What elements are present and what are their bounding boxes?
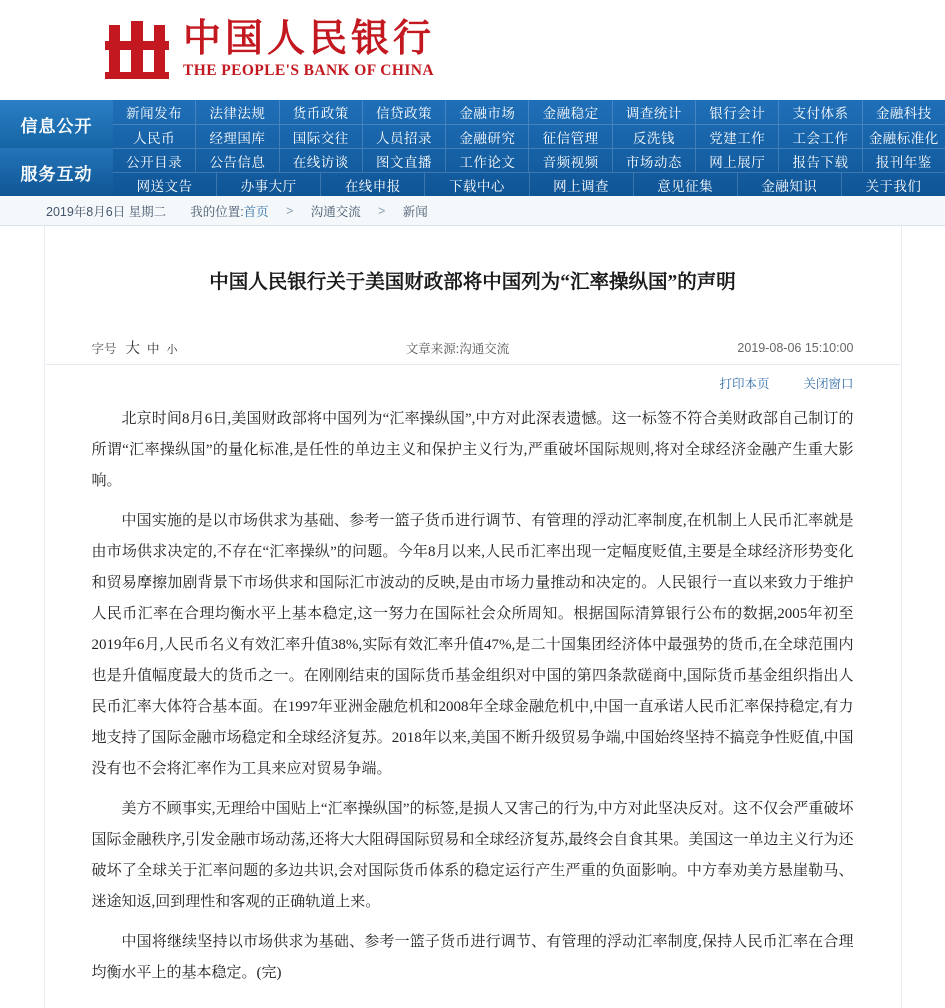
- page-title: 中国人民银行关于美国财政部将中国列为“汇率操纵国”的声明: [209, 272, 736, 293]
- nav-item-rmb[interactable]: 人民币: [133, 130, 176, 146]
- font-size-controls: [92, 337, 178, 358]
- nav-item-audio-video[interactable]: 音频视频: [528, 149, 611, 172]
- font-size-large-button[interactable]: 大: [125, 341, 141, 358]
- font-size-label: 字号: [91, 342, 117, 357]
- current-date: 2019年8月6日 星期二: [46, 204, 167, 219]
- breadcrumb-home-link[interactable]: 首页: [243, 204, 269, 219]
- nav-row: [113, 148, 945, 172]
- article-source: 文章来源:沟通交流: [405, 341, 510, 356]
- main-navigation: [0, 100, 945, 196]
- font-size-small-button[interactable]: 小: [166, 344, 178, 357]
- nav-item-financial-stability[interactable]: 金融稳定: [528, 100, 611, 124]
- close-window-button[interactable]: 关闭窗口: [803, 377, 854, 392]
- nav-item-fintech[interactable]: 金融科技: [862, 100, 945, 124]
- nav-item-anti-money-laundering[interactable]: 反洗钱: [612, 125, 695, 148]
- nav-item-download-center[interactable]: 下载中心: [424, 173, 528, 196]
- article-meta: [46, 331, 900, 365]
- nav-category-info-disclosure[interactable]: 信息公开: [0, 100, 113, 148]
- nav-item-service-hall[interactable]: 办事大厅: [216, 173, 320, 196]
- nav-row: [113, 124, 945, 148]
- nav-item-treasury-management[interactable]: 经理国库: [195, 125, 278, 148]
- site-logo-text: [183, 17, 436, 81]
- article-container: [44, 226, 902, 1008]
- nav-item-about-us[interactable]: 关于我们: [841, 173, 945, 196]
- nav-item-financial-market[interactable]: 金融市场: [445, 100, 528, 124]
- nav-item-recruitment[interactable]: 人员招录: [362, 125, 445, 148]
- nav-item-credit-policy[interactable]: 信贷政策: [362, 100, 445, 124]
- nav-item-market-dynamics[interactable]: 市场动态: [612, 149, 695, 172]
- nav-item-announcements[interactable]: 公告信息: [195, 149, 278, 172]
- nav-category-service-interaction[interactable]: 服务互动: [0, 148, 113, 196]
- article-tools: [46, 365, 900, 392]
- nav-item-opinion-collection[interactable]: 意见征集: [633, 173, 737, 196]
- nav-row: [113, 172, 945, 196]
- nav-item-laws-regulations[interactable]: 法律法规: [195, 100, 278, 124]
- nav-item-news-release[interactable]: 新闻发布: [126, 106, 183, 121]
- nav-item-party-building[interactable]: 党建工作: [695, 125, 778, 148]
- nav-item-financial-knowledge[interactable]: 金融知识: [737, 173, 841, 196]
- article-paragraph: 美方不顾事实,无理给中国贴上“汇率操纵国”的标签,是损人又害己的行为,中方对此坚决反对。这不仅会严重破坏国际金融秩序,引发金融市场动荡,还将大大阻碍国际贸易和全球经济复苏,最终会自食其果。美国这一单边主义行为还破坏了全球关于汇率问题的多边共识,会对国际货币体系的稳定运行产生严重的负面影响。中方奉劝美方悬崖勒马、迷途知返,回到理性和客观的正确轨道上来。: [91, 801, 854, 911]
- article-paragraph: 中国将继续坚持以市场供求为基础、参考一篮子货币进行调节、有管理的浮动汇率制度,保持人民币汇率在合理均衡水平上的基本稳定。(完): [91, 934, 854, 982]
- breadcrumb-separator-icon: >: [378, 203, 386, 218]
- article-paragraph: 北京时间8月6日,美国财政部将中国列为“汇率操纵国”,中方对此深表遗憾。这一标签不符合美财政部自己制订的所谓“汇率操纵国”的量化标准,是任性的单边主义和保护主义行为,严重破坏国际规则,将对全球经济金融产生重大影响。: [91, 411, 854, 490]
- breadcrumb-separator-icon: >: [286, 203, 294, 218]
- nav-item-document-delivery[interactable]: 网送文告: [136, 178, 193, 194]
- article-paragraph: 中国实施的是以市场供求为基础、参考一篮子货币进行调节、有管理的浮动汇率制度,在机制上人民币汇率就是由市场供求决定的,不存在“汇率操纵”的问题。今年8月以来,人民币汇率出现一定幅度贬值,主要是全球经济形势变化和贸易摩擦加剧背景下市场供求和国际汇市波动的反映,是由市场力量推动和决定的。人民银行一直以来致力于维护人民币汇率在合理均衡水平上基本稳定,这一努力在国际社会众所周知。根据国际清算银行公布的数据,2005年初至2019年6月,人民币名义有效汇率升值38%,实际有效汇率升值47%,是二十国集团经济体中最强势的货币,在全球范围内也是升值幅度最大的货币之一。在刚刚结束的国际货币基金组织对中国的第四条款磋商中,国际货币基金组织指出人民币汇率大体符合基本面。在1997年亚洲金融危机和2008年全球金融危机中,中国一直承诺人民币汇率保持稳定,有力地支持了国际金融市场稳定和全球经济复苏。2018年以来,美国不断升级贸易争端,中国始终坚持不搞竞争性贬值,中国没有也不会将汇率作为工具来应对贸易争端。: [91, 513, 854, 778]
- article-datetime: 2019-08-06 15:10:00: [737, 340, 854, 355]
- nav-item-union-work[interactable]: 工会工作: [778, 125, 861, 148]
- breadcrumb-current: 新闻: [402, 204, 428, 219]
- page-body: [0, 226, 945, 1008]
- article-body: [46, 392, 900, 1008]
- nav-category-column: [0, 100, 113, 196]
- nav-item-periodicals[interactable]: 报刊年鉴: [862, 149, 945, 172]
- nav-links-grid: [113, 100, 945, 196]
- nav-row: [113, 100, 945, 124]
- nav-item-survey-statistics[interactable]: 调查统计: [612, 100, 695, 124]
- breadcrumb-section-link[interactable]: 沟通交流: [310, 204, 361, 219]
- nav-item-financial-standardization[interactable]: 金融标准化: [862, 125, 945, 148]
- logo-title-cn: 中国人民银行: [183, 17, 436, 60]
- breadcrumb-location-label: 我的位置:: [190, 204, 244, 219]
- nav-item-working-papers[interactable]: 工作论文: [445, 149, 528, 172]
- breadcrumb: [0, 196, 945, 226]
- font-size-medium-button[interactable]: 中: [147, 342, 160, 357]
- nav-item-disclosure-catalog[interactable]: 公开目录: [126, 154, 183, 170]
- nav-item-online-interview[interactable]: 在线访谈: [279, 149, 362, 172]
- logo-title-en: THE PEOPLE'S BANK OF CHINA: [183, 62, 434, 80]
- nav-item-bank-accounting[interactable]: 银行会计: [695, 100, 778, 124]
- pbc-emblem-icon: [105, 21, 169, 79]
- nav-item-credit-reference[interactable]: 征信管理: [528, 125, 611, 148]
- nav-item-report-download[interactable]: 报告下载: [778, 149, 861, 172]
- nav-item-online-exhibition[interactable]: 网上展厅: [695, 149, 778, 172]
- nav-item-live-broadcast[interactable]: 图文直播: [362, 149, 445, 172]
- nav-item-monetary-policy[interactable]: 货币政策: [279, 100, 362, 124]
- nav-item-international-exchange[interactable]: 国际交往: [279, 125, 362, 148]
- nav-item-payment-system[interactable]: 支付体系: [778, 100, 861, 124]
- nav-item-online-application[interactable]: 在线申报: [320, 173, 424, 196]
- nav-item-online-survey[interactable]: 网上调查: [529, 173, 633, 196]
- site-header: [0, 0, 945, 100]
- print-page-button[interactable]: 打印本页: [719, 377, 770, 392]
- nav-item-financial-research[interactable]: 金融研究: [445, 125, 528, 148]
